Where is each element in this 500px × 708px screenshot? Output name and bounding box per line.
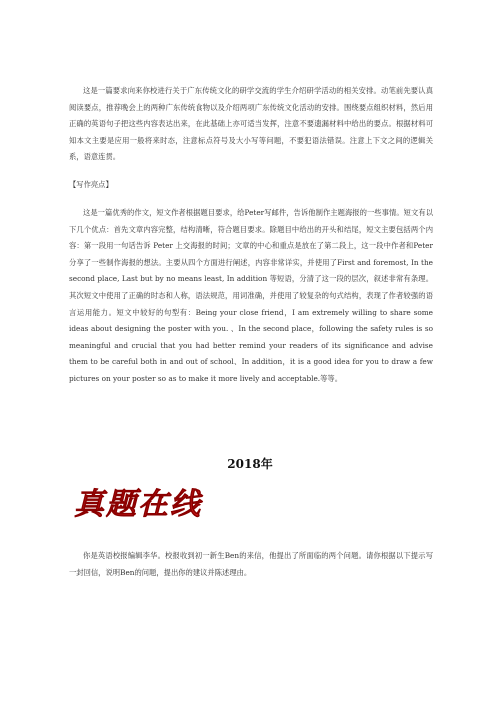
year-heading: 2018年 [227, 457, 273, 471]
writing-highlights-tag: 【写作亮点】 [69, 180, 113, 189]
zhenti-zaixian-banner [70, 480, 220, 526]
prompt-paragraph: 你是英语校报编辑李华。校报收到初一新生Ben的来信，他提出了所面临的两个问题。请你根据以下提示写一封回信，说明Ben的问题，提出你的建议并陈述理由。 [69, 551, 433, 577]
analysis-paragraph: 这是一篇要求向来你校进行关于广东传统文化的研学交流的学生介绍研学活动的相关安排。动笔前先要认真阅读要点，推荐晚会上的两种广东传统食物以及介绍两项广东传统文化活动的安排。围绕要点组织材料，然后用正确的英语句子把这些内容表达出来，在此基础上亦可适当发挥，注意不要遗漏材料中给出的要点。根据材料可知本文主要是应用一般将来时态，注意标点符号及大小写等问题，不要犯语法错误。注意上下文之间的逻辑关系，语意连贯。 [69, 86, 433, 162]
highlights-paragraph: 这是一篇优秀的作文，短文作者根据题目要求，给Peter写邮件，告诉他制作主题海报的一些事情。短文有以下几个优点：首先文章内容完整，结构清晰，符合题目要求。除题目中给出的开头和结尾，短文主要包括两个内容：第一段用一句话告诉 Peter 上交海报的时间；文章的中心和重点是放在了第二段上，这一段中作者和Peter分享了一些制作海报的想法。主要从四个方面进行阐述，内容非常详实，并使用了First and foremost, In the second place, Last but by no means least, In addition 等短语，分清了这一段的层次，叙述非常有条理。其次短文中使用了正确的时态和人称，语法规范，用词准确，并使用了较复杂的句式结构，表现了作者较强的语言运用能力。短文中较好的句型有：Being your close friend，I am extremely willing to share some ideas about designing the poster with you. 、In the second place，following the safety rules is so meaningful and crucial that you had better remind your readers of its significance and advise them to be careful both in and out of school、In addition，it is a good idea for you to draw a few pictures on your poster so as to make it more lively and acceptable.等等。 [69, 208, 433, 383]
banner-text: 真题在线 [74, 487, 202, 522]
